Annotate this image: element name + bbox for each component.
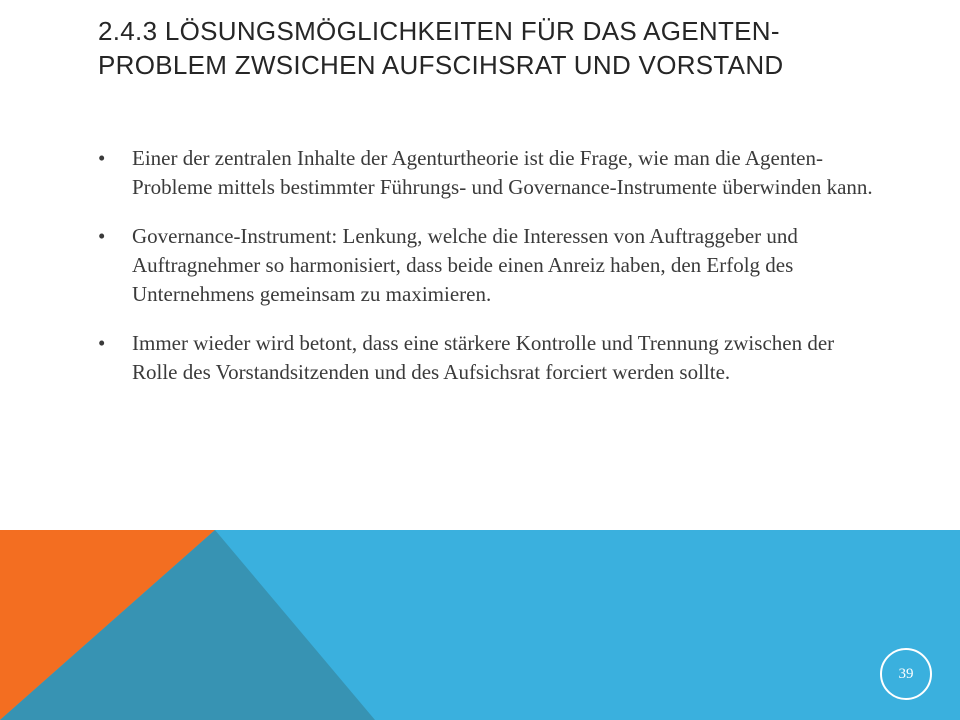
bullet-list (98, 144, 878, 407)
bullet-icon: • (98, 331, 106, 355)
bullet-text: Einer der zentralen Inhalte der Agenturtheorie ist die Frage, wie man die Agenten-Probleme mittels bestimmter Führungs- und Governance-Instrumente überwinden kann. (132, 146, 873, 199)
page-number: 39 (898, 665, 914, 682)
bullet-item (98, 222, 878, 309)
bullet-text: Governance-Instrument: Lenkung, welche die Interessen von Auftraggeber und Auftragnehmer so harmonisiert, dass beide einen Anreiz haben, den Erfolg des Unternehmens gemeinsam zu maximieren. (132, 224, 798, 306)
bullet-text: Immer wieder wird betont, dass eine stärkere Kontrolle und Trennung zwischen der Rolle des Vorstandsitzenden und des Aufsichsrat forciert werden sollte. (132, 331, 835, 384)
bullet-icon: • (98, 224, 106, 248)
slide-title: 2.4.3 LÖSUNGSMÖGLICHKEITEN FÜR DAS AGENTEN-PROBLEM ZWSICHEN AUFSCIHSRAT UND VORSTAND (98, 16, 784, 80)
bullet-item (98, 144, 878, 202)
page-number-badge (880, 648, 932, 700)
bullet-item (98, 329, 878, 387)
footer-decoration (0, 530, 960, 720)
bullet-icon: • (98, 146, 106, 170)
